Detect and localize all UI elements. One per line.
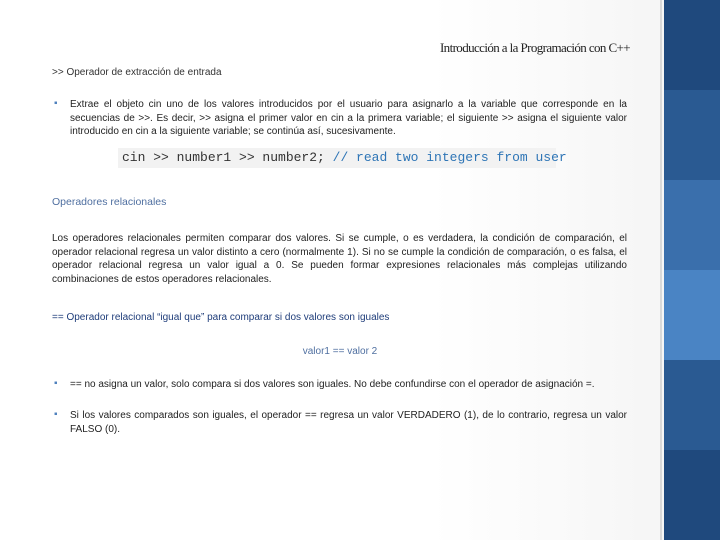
relational-description: Los operadores relacionales permiten comparar dos valores. Si se cumple, o es verdadera, la condición de comparación, el operador relacional regresa un valor distinto a cero (normalmente 1). Si no se cumple la condición de comparación, o es falsa, el operador relacional regresa un valor igual a 0. Se pueden formar expresiones relacionales más complejas utilizando combinaciones de estos operadores relacionales. [52,233,627,285]
bullet-dot-icon: ▪ [54,409,58,420]
section-heading-extraction: >> Operador de extracción de entrada [52,67,222,78]
equality-operator-heading: == Operador relacional “igual que” para comparar si dos valores son iguales [52,312,390,323]
list-item: == no asigna un valor, solo compara si dos valores son iguales. No debe confundirse con el operador de asignación =. [70,379,595,390]
bullet-dot-icon: ▪ [54,98,58,109]
section-heading-relational: Operadores relacionales [52,196,167,208]
decorative-side-bar [664,0,720,540]
slide-title: Introducción a la Programación con C++ [439,40,630,55]
code-comment: // read two integers from user [324,150,567,165]
divider-line [660,0,662,540]
list-item: Si los valores comparados son iguales, el operador == regresa un valor VERDADERO (1), de lo contrario, regresa un valor FALSO (0). [70,410,627,435]
code-statement: cin >> number1 >> number2; [122,150,325,165]
bullet-dot-icon: ▪ [54,378,58,389]
extraction-description: Extrae el objeto cin uno de los valores introducidos por el usuario para asignarlo a la variable que corresponde en la secuencias de >>. Es decir, >> asigna el primer valor en cin a la primera variable; el siguiente >> asigna el siguiente valor introducido en cin a la siguiente variable; se continúa así, sucesivamente. [70,99,627,137]
code-snippet [118,148,567,168]
equality-example: valor1 == valor 2 [302,346,378,357]
